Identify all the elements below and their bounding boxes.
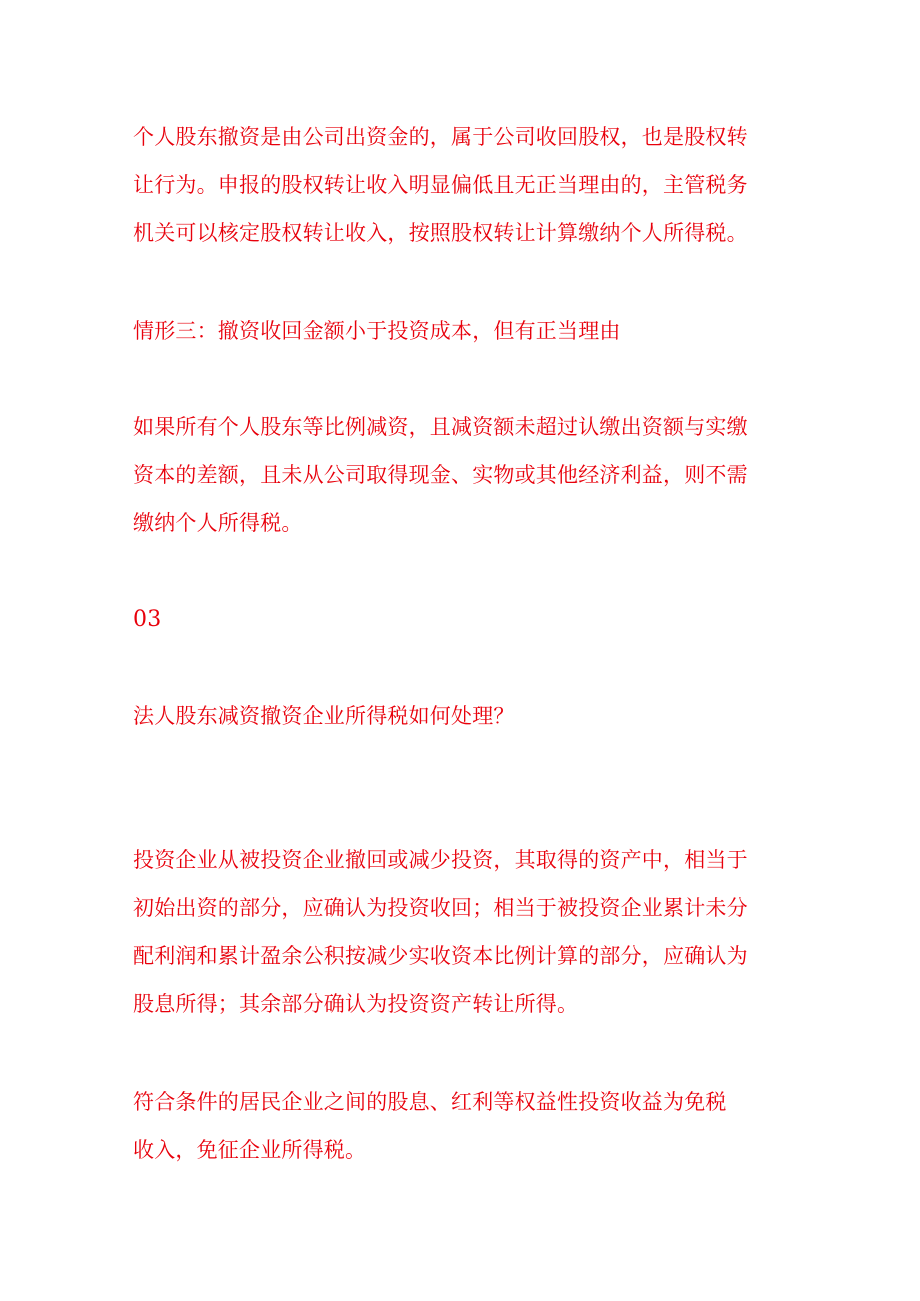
text-line: 03 — [133, 607, 162, 632]
text-line: 个人股东撤资是由公司出资金的，属于公司收回股权，也是股权转 — [133, 125, 748, 149]
paragraph-proportional-reduction — [133, 403, 813, 547]
text-line: 股息所得；其余部分确认为投资资产转让所得。 — [133, 992, 579, 1016]
paragraph-investment-recovery — [133, 836, 813, 1028]
text-line: 初始出资的部分，应确认为投资收回；相当于被投资企业累计未分 — [133, 896, 748, 920]
text-line: 如果所有个人股东等比例减资，且减资额未超过认缴出资额与实缴 — [133, 415, 748, 439]
paragraph-tax-exempt-income — [133, 1078, 813, 1174]
paragraph-case-three-heading — [133, 307, 813, 355]
text-line: 缴纳个人所得税。 — [133, 511, 303, 535]
text-line: 符合条件的居民企业之间的股息、红利等权益性投资收益为免税 — [133, 1090, 727, 1114]
text-line: 配利润和累计盈余公积按减少实收资本比例计算的部分，应确认为 — [133, 944, 748, 968]
text-line: 情形三：撤资收回金额小于投资成本，但有正当理由 — [133, 319, 621, 343]
text-line: 机关可以核定股权转让收入，按照股权转让计算缴纳个人所得税。 — [133, 221, 748, 245]
section-heading-corporate-shareholder — [133, 692, 813, 740]
text-line: 法人股东减资撤资企业所得税如何处理？ — [133, 704, 515, 728]
text-line: 投资企业从被投资企业撤回或减少投资，其取得的资产中，相当于 — [133, 848, 748, 872]
section-number — [133, 596, 813, 644]
text-line: 收入，免征企业所得税。 — [133, 1138, 367, 1162]
text-line: 让行为。申报的股权转让收入明显偏低且无正当理由的，主管税务 — [133, 173, 748, 197]
paragraph-individual-withdrawal — [133, 113, 813, 257]
text-line: 资本的差额，且未从公司取得现金、实物或其他经济利益，则不需 — [133, 463, 748, 487]
